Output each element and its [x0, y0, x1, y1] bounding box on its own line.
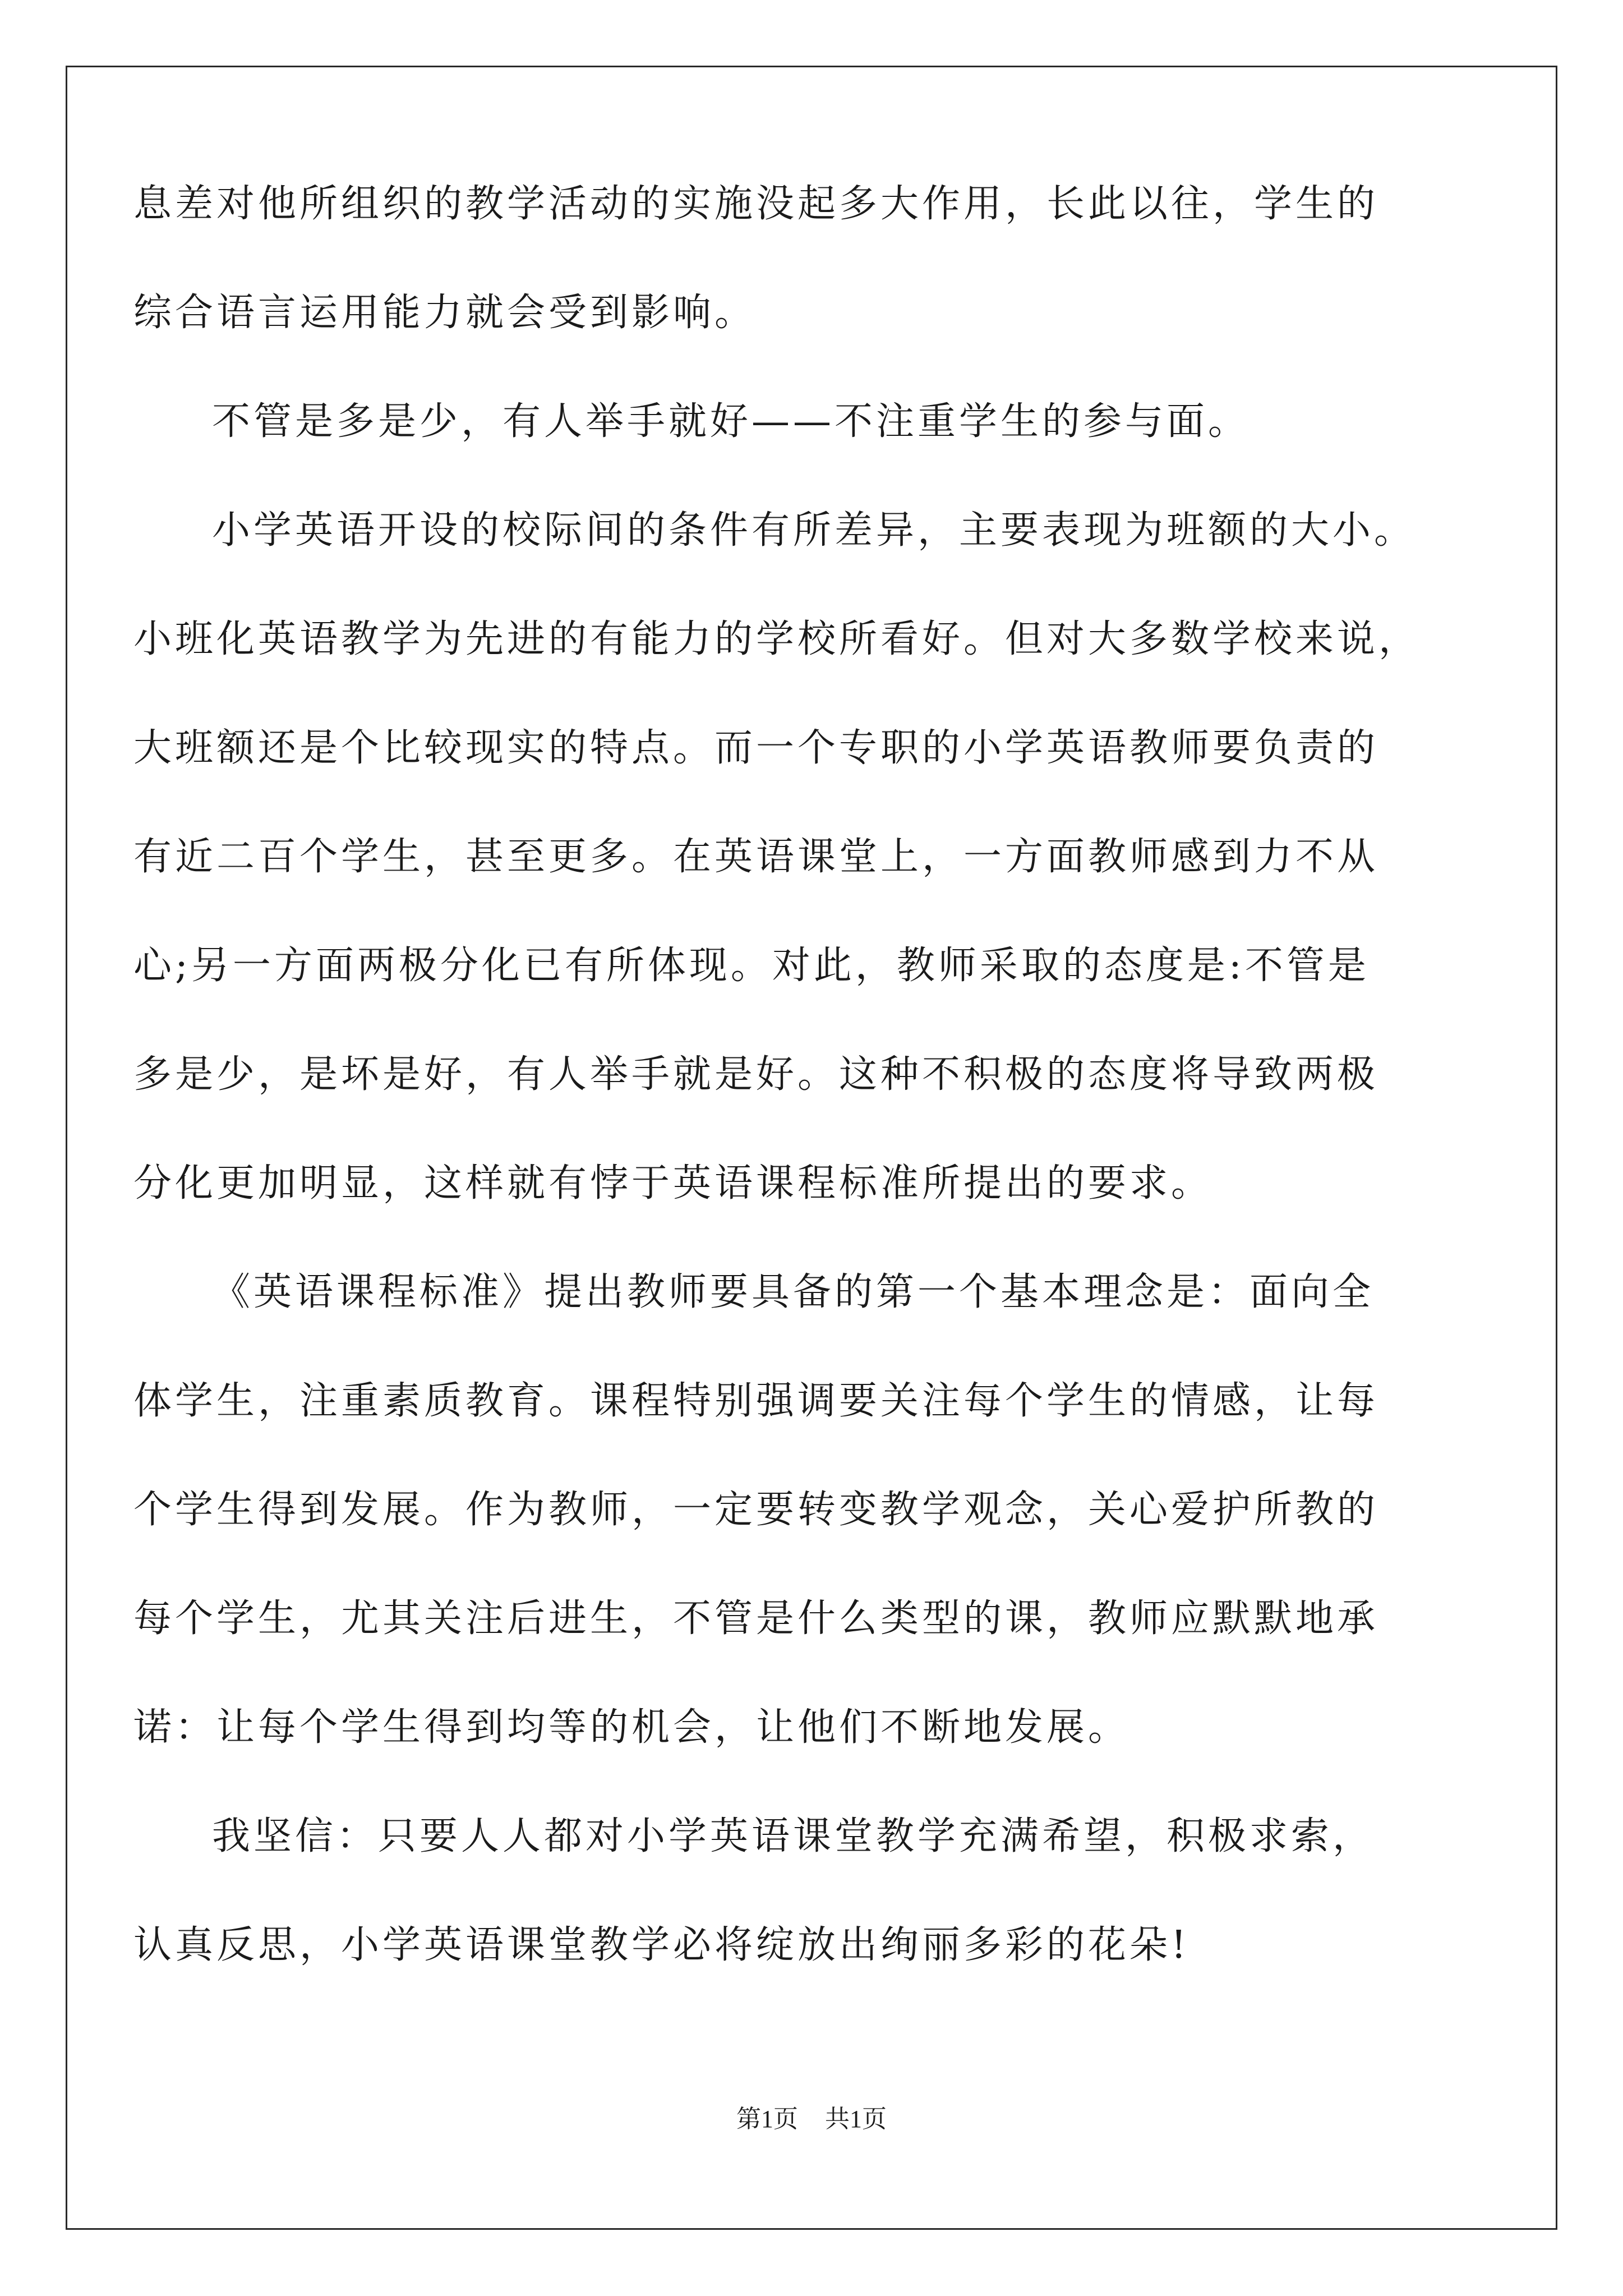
text-line: 小班化英语教学为先进的有能力的学校所看好。但对大多数学校来说， — [133, 617, 1421, 661]
text-line: 心;另一方面两极分化已有所体现。对此，教师采取的态度是:不管是 — [133, 944, 1370, 988]
text-line: 小学英语开设的校际间的条件有所差异，主要表现为班额的大小。 — [212, 508, 1416, 553]
text-line: 诺：让每个学生得到均等的机会，让他们不断地发展。 — [133, 1705, 1130, 1750]
text-line: 大班额还是个比较现实的特点。而一个专职的小学英语教师要负责的 — [133, 726, 1379, 770]
text-line: 《英语课程标准》提出教师要具备的第一个基本理念是：面向全 — [212, 1270, 1375, 1314]
text-line: 综合语言运用能力就会受到影响。 — [133, 291, 757, 335]
text-line: 每个学生，尤其关注后进生，不管是什么类型的课，教师应默默地承 — [133, 1596, 1379, 1641]
text-line: 息差对他所组织的教学活动的实施没起多大作用，长此以往，学生的 — [133, 182, 1379, 226]
page-number: 第1页 — [736, 2105, 798, 2133]
document-body — [133, 182, 1429, 2035]
text-line: 认真反思，小学英语课堂教学必将绽放出绚丽多彩的花朵! — [133, 1923, 1190, 1967]
text-line: 分化更加明显，这样就有悖于英语课程标准所提出的要求。 — [133, 1161, 1213, 1205]
text-line: 有近二百个学生，甚至更多。在英语课堂上，一方面教师感到力不从 — [133, 835, 1379, 879]
text-line: 不管是多是少，有人举手就好——不注重学生的参与面。 — [212, 399, 1250, 444]
text-line: 体学生，注重素质教育。课程特别强调要关注每个学生的情感，让每 — [133, 1379, 1379, 1423]
page-footer — [0, 2105, 1623, 2133]
text-line: 多是少，是坏是好，有人举手就是好。这种不积极的态度将导致两极 — [133, 1052, 1379, 1097]
text-line: 我坚信：只要人人都对小学英语课堂教学充满希望，积极求索， — [212, 1814, 1375, 1858]
text-line: 个学生得到发展。作为教师，一定要转变教学观念，关心爱护所教的 — [133, 1488, 1379, 1532]
page-total: 共1页 — [825, 2105, 887, 2133]
